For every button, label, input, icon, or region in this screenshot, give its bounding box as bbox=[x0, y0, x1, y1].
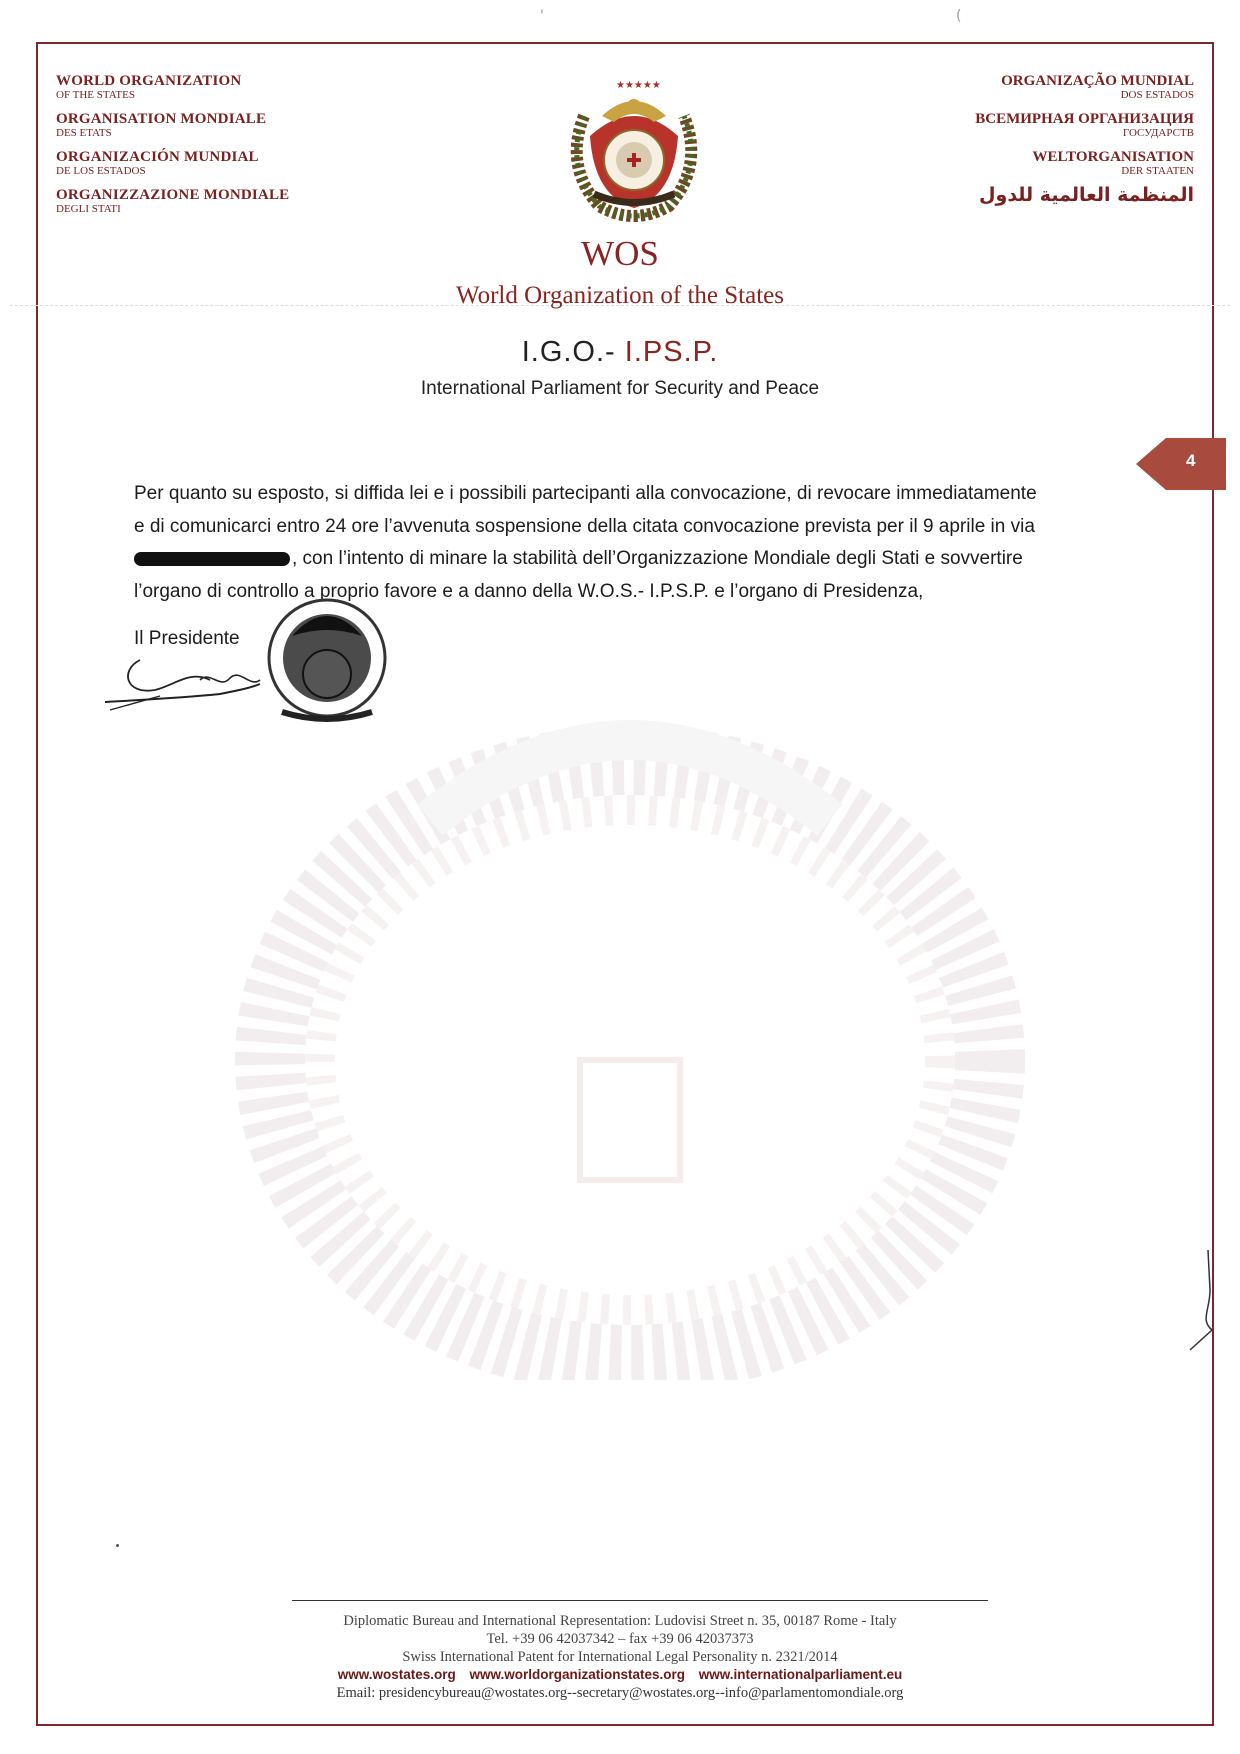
header-right-line1: WELTORGANISATION bbox=[1032, 149, 1194, 165]
header-right-line1: ORGANIZAÇÃO MUNDIAL bbox=[1001, 73, 1194, 89]
header-left-line2: DE LOS ESTADOS bbox=[56, 165, 146, 177]
header-right-line2: DER STAATEN bbox=[1121, 165, 1194, 177]
body-line: , con l’intento di minare la stabilità dell’Organizzazione Mondiale degli Stati e sovvertire bbox=[292, 548, 1023, 569]
header-right-entry bbox=[894, 150, 1194, 178]
closing-president: Il Presidente bbox=[134, 628, 240, 649]
header-right-entry bbox=[894, 184, 1194, 206]
organization-name: World Organization of the States bbox=[455, 282, 784, 309]
page-number: 4 bbox=[1186, 451, 1196, 470]
body-line: e di comunicarci entro 24 ore l’avvenuta sospensione della citata convocazione prevista per il 9 aprile in via bbox=[134, 515, 1035, 537]
header-left-entry bbox=[56, 74, 336, 102]
header-right-line2: DOS ESTADOS bbox=[1120, 89, 1194, 101]
scan-speck bbox=[116, 1544, 119, 1547]
presidential-stamp-image bbox=[252, 586, 402, 736]
page-number-tab bbox=[1136, 438, 1226, 490]
header-left-languages bbox=[56, 74, 336, 226]
header-left-line2: OF THE STATES bbox=[56, 89, 135, 101]
header-left-line1: ORGANIZACIÓN MUNDIAL bbox=[56, 149, 259, 165]
header-right-entry bbox=[894, 112, 1194, 140]
header-left-line1: ORGANISATION MONDIALE bbox=[56, 111, 267, 127]
organization-acronym: WOS bbox=[581, 234, 659, 273]
header-left-entry bbox=[56, 188, 336, 216]
igo-heading-red: I.PS.P. bbox=[624, 336, 719, 368]
header-right-line2: ГОСУДАРСТВ bbox=[1122, 127, 1194, 139]
body-line: l’organo di controllo a proprio favore e a danno della W.O.S.- I.P.S.P. e l’organo di Presidenza, bbox=[134, 580, 924, 602]
header-right-entry bbox=[894, 74, 1194, 102]
wos-emblem-logo bbox=[554, 76, 714, 226]
parliament-name: International Parliament for Security and Peace bbox=[420, 378, 820, 399]
redacted-street bbox=[134, 552, 290, 566]
margin-scribble-image bbox=[1180, 1250, 1220, 1360]
header-left-line1: WORLD ORGANIZATION bbox=[56, 73, 242, 89]
footer bbox=[0, 1612, 1240, 1702]
footer-patent: Swiss International Patent for International Legal Personality n. 2321/2014 bbox=[402, 1649, 838, 1665]
emblem-watermark-image bbox=[200, 640, 1060, 1380]
igo-heading bbox=[0, 336, 1240, 369]
svg-text:★★★★★: ★★★★★ bbox=[616, 80, 661, 91]
scan-mark: ' bbox=[540, 8, 544, 24]
header-right-arabic: المنظمة العالمية للدول bbox=[979, 184, 1194, 206]
header-left-line2: DEGLI STATI bbox=[56, 203, 121, 215]
footer-divider bbox=[292, 1600, 988, 1601]
igo-heading-black: I.G.O.- bbox=[521, 336, 625, 368]
footer-websites: www.wostates.org www.worldorganizationstates.org www.internationalparliament.eu bbox=[337, 1667, 903, 1682]
header-right-line1: ВСЕМИРНАЯ ОРГАНИЗАЦИЯ bbox=[975, 111, 1194, 127]
body-line-with-redaction bbox=[134, 543, 1134, 576]
footer-address: Diplomatic Bureau and International Representation: Ludovisi Street n. 35, 00187 Rome - Italy bbox=[343, 1613, 897, 1629]
page-tab-arrow-icon bbox=[1136, 438, 1226, 490]
header-left-line1: ORGANIZZAZIONE MONDIALE bbox=[56, 187, 290, 203]
footer-email: Email: presidencybureau@wostates.org--secretary@wostates.org--info@parlamentomondiale.org bbox=[336, 1685, 904, 1701]
header-left-entry bbox=[56, 150, 336, 178]
scan-mark: ( bbox=[956, 8, 962, 24]
header-right-languages bbox=[894, 74, 1194, 212]
header-left-entry bbox=[56, 112, 336, 140]
body-line: Per quanto su esposto, si diffida lei e i possibili partecipanti alla convocazione, di revocare immediatamente bbox=[134, 483, 1037, 504]
footer-phone: Tel. +39 06 42037342 – fax +39 06 42037373 bbox=[486, 1631, 754, 1647]
header-left-line2: DES ETATS bbox=[56, 127, 112, 139]
